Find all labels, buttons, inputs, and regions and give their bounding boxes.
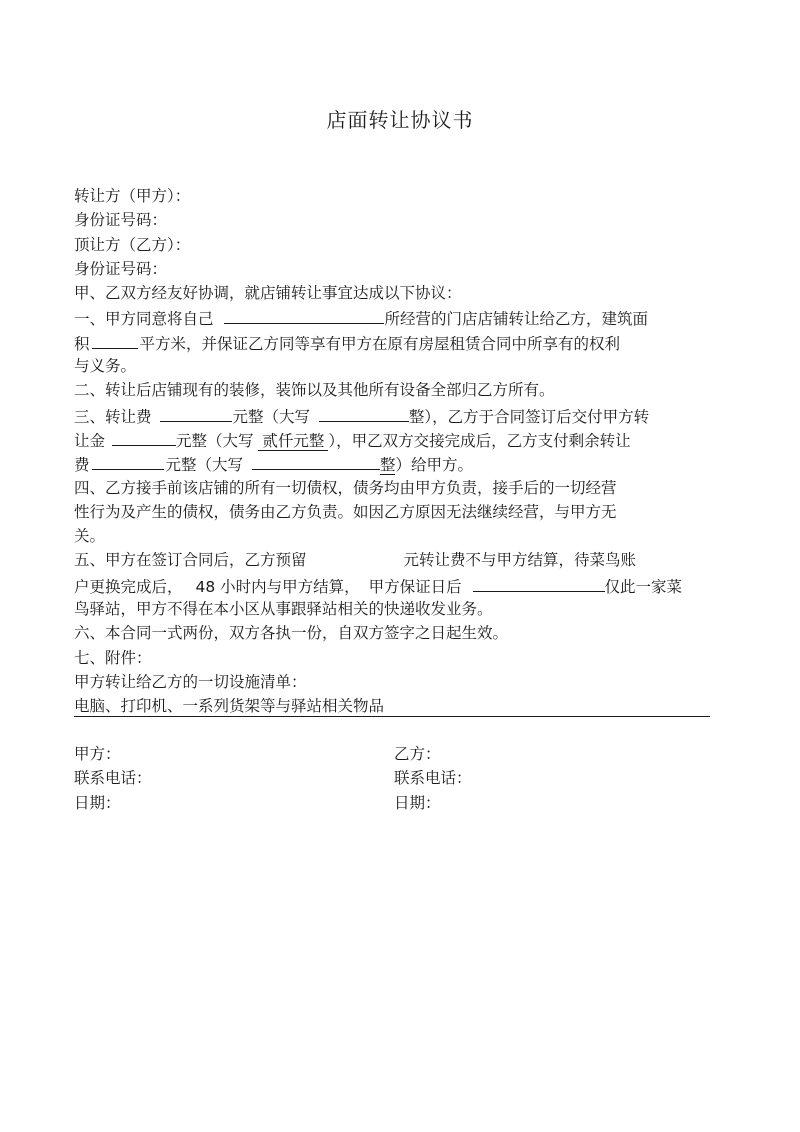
date-a-label: 日期：: [74, 793, 121, 812]
clause-4-line-3: [74, 524, 734, 548]
clause-4-line-2: [74, 500, 734, 524]
clause-3-line-3: [74, 451, 734, 475]
guarantee-blank: [473, 573, 605, 592]
clause-3-text-h: 费: [74, 456, 90, 475]
signature-party-a: [74, 742, 152, 815]
remaining-fee-blank: [92, 451, 164, 470]
hours-value: 48: [195, 577, 216, 596]
area-blank: [92, 330, 138, 349]
id-line-b: [74, 257, 734, 281]
phone-b-label: 联系电话：: [394, 769, 472, 788]
clause-6-line: [74, 621, 734, 645]
intro-line: [74, 281, 734, 305]
clause-5-text-c: 户更换完成后，: [74, 577, 183, 596]
signature-party-b: [394, 742, 472, 815]
remaining-fee-capital-suffix: 整: [379, 456, 396, 475]
transferee-label: 顶让方（乙方）：: [74, 235, 191, 254]
clause-3-text-a: 三、转让费: [74, 407, 152, 426]
transfer-fee-blank: [160, 403, 232, 422]
document-title: 店面转让协议书: [326, 108, 474, 132]
clause-3-text-b: 元整（大写: [232, 407, 310, 426]
facility-list-items: 电脑、打印机、一系列货架等与驿站相关物品: [74, 696, 710, 717]
clause-4-text-b: 性行为及产生的债权，债务由乙方负责。如因乙方原因无法继续经营，与甲方无: [74, 502, 617, 521]
clause-3-text-g: ），甲乙双方交接完成后，乙方支付剩余转让: [328, 431, 631, 450]
transferor-label: 转让方（甲方）：: [74, 187, 191, 205]
clause-4-line-1: [74, 476, 734, 500]
clause-4-text-a: 四、乙方接手前该店铺的所有一切债权，债务均由甲方负责，接手后的一切经营: [74, 478, 617, 497]
clause-5-text-f: 甲方保证日后: [368, 577, 462, 596]
remaining-fee-capital-blank: [252, 451, 380, 470]
phone-a-label: 联系电话：: [74, 769, 152, 788]
id-label-a: 身份证号码：: [74, 211, 168, 230]
deposit-blank: [112, 427, 176, 446]
clause-3-text-e: 元整（大写: [175, 431, 254, 450]
clause-7-text: 七、附件：: [74, 648, 152, 667]
transferee-line: [74, 233, 734, 257]
clause-1-line-1: [74, 305, 734, 329]
id-line-a: [74, 208, 734, 232]
clause-3-text-d: 让金: [74, 431, 106, 450]
clause-5-line-3: [74, 597, 734, 621]
intro-text: 甲、乙双方经友好协调，就店铺转让事宜达成以下协议：: [74, 284, 462, 303]
shop-name-blank: [224, 305, 384, 324]
party-a-label: 甲方：: [74, 745, 121, 763]
agreement-body: [74, 184, 734, 719]
clause-3-line-2: [74, 427, 734, 451]
clause-1-text-b: 所经营的门店店铺转让给乙方，建筑面: [384, 310, 648, 329]
clause-2-line: [74, 378, 734, 402]
clause-1-text: 一、甲方同意将自己: [74, 310, 214, 329]
deposit-capital-value: 贰仟元整: [258, 432, 328, 451]
list-title-line: [74, 670, 734, 694]
date-b-label: 日期：: [394, 793, 441, 812]
clause-5-text-h: 鸟驿站，甲方不得在本小区从事跟驿站相关的快递收发业务。: [74, 600, 493, 619]
clause-1-text-c: 积: [74, 334, 90, 353]
transferor-line: [74, 184, 734, 208]
clause-3-text-k: ）给甲方。: [395, 456, 473, 475]
clause-5-text-a: 五、甲方在签订合同后，乙方预留: [74, 551, 307, 570]
transfer-fee-capital-blank: [319, 403, 409, 422]
clause-1-text-e: 与义务。: [74, 357, 137, 376]
clause-1-line-2: [74, 330, 734, 354]
clause-7-line: [74, 646, 734, 670]
clause-5-text-g: 仅此一家菜: [604, 577, 683, 596]
clause-6-text: 六、本合同一式两份，双方各执一份，自双方签字之日起生效。: [74, 624, 509, 643]
clause-3-text-c: 整），乙方于合同签订后交付甲方转: [408, 407, 650, 426]
clause-5-line-1: [74, 548, 734, 572]
clause-4-text-c: 关。: [74, 527, 106, 546]
list-title: 甲方转让给乙方的一切设施清单：: [74, 672, 307, 691]
id-label-b: 身份证号码：: [74, 259, 168, 278]
party-b-label: 乙方：: [394, 745, 441, 763]
clause-1-text-d: 平方米，并保证乙方同等享有甲方在原有房屋租赁合同中所享有的权利: [139, 334, 621, 353]
clause-1-line-3: [74, 354, 734, 378]
clause-2-text: 二、转让后店铺现有的装修，装饰以及其他所有设备全部归乙方所有。: [74, 381, 555, 400]
clause-5-text-e: 小时内与甲方结算，: [220, 577, 360, 596]
clause-5-line-2: [74, 573, 734, 597]
clause-5-text-b: 元转让费不与甲方结算，待菜鸟账: [403, 551, 636, 570]
clause-3-text-i: 元整（大写: [165, 456, 244, 475]
list-items-line: [74, 694, 734, 718]
clause-3-line-1: [74, 403, 734, 427]
